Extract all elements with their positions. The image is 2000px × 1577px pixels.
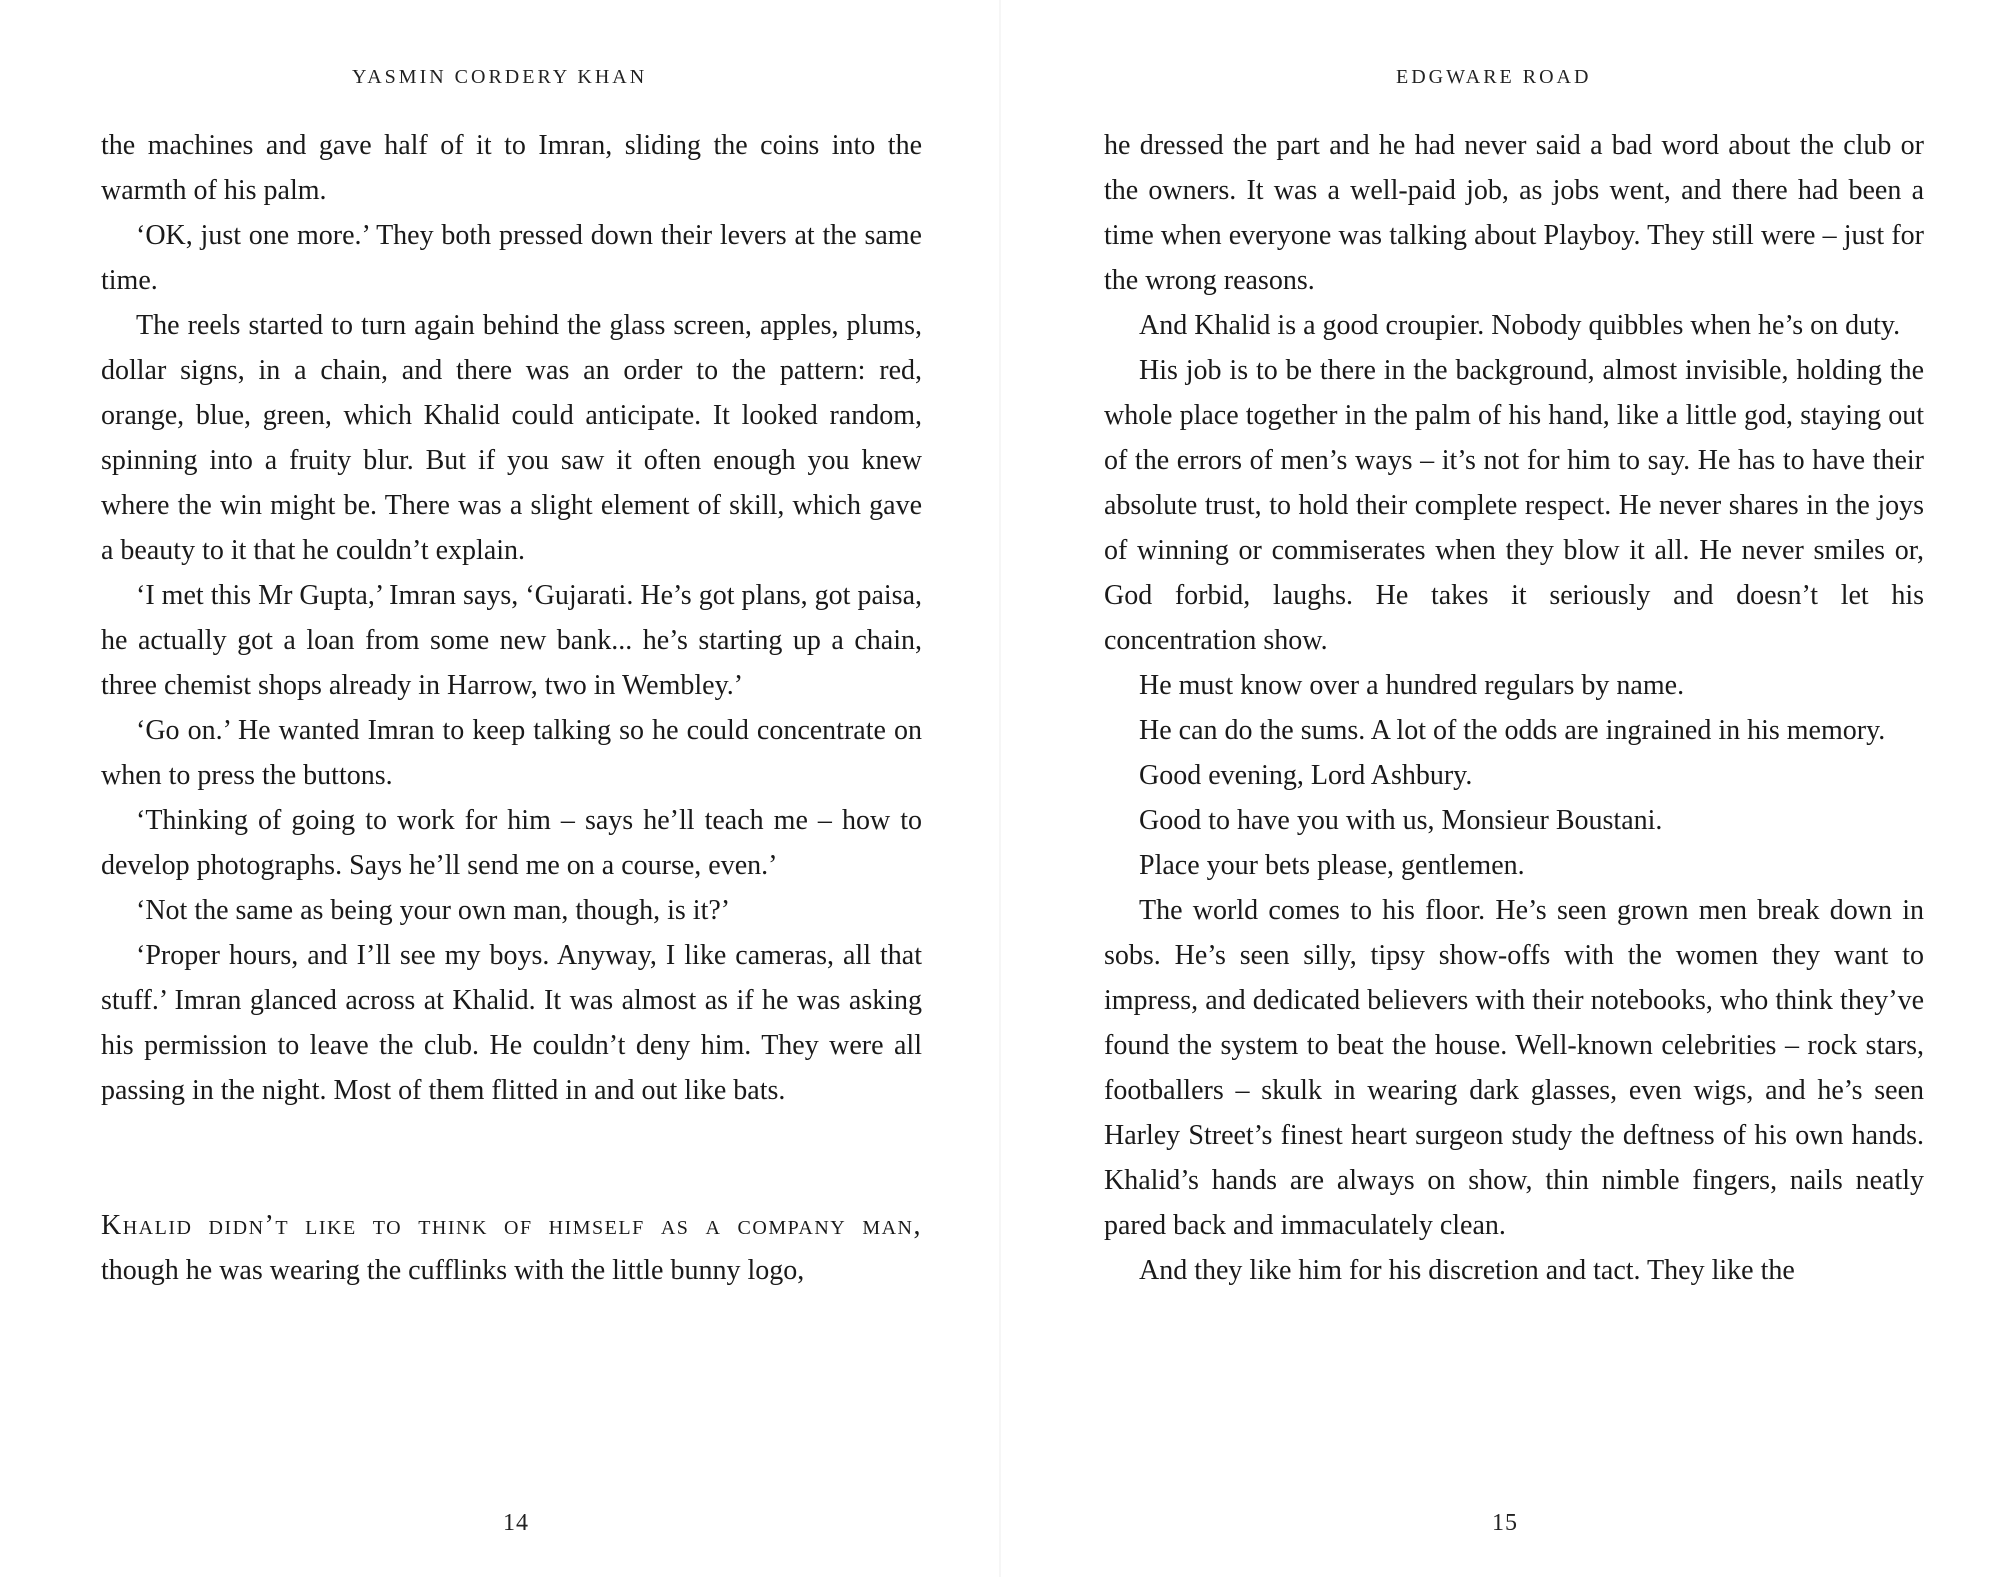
paragraph: He can do the sums. A lot of the odds are ingrained in his memory.: [1139, 715, 1886, 746]
paragraph: His job is to be there in the background, almost invisible, holding the whole place together in the palm of his hand, like a little god, staying out of the errors of men’s ways – it’s not for him to say. He has to have their absolute trust, to hold their complete respect. He never shares in the joys of winning or commiserates when they blow it all. He never smiles or, God forbid, laughs. He takes it seriously and doesn’t let his concentration show.: [1104, 355, 1924, 656]
paragraph: ‘Not the same as being your own man, though, is it?’: [136, 895, 731, 926]
paragraph: ‘OK, just one more.’ They both pressed down their levers at the same time.: [101, 220, 922, 296]
paragraph: ‘I met this Mr Gupta,’ Imran says, ‘Gujarati. He’s got plans, got paisa, he actually got a loan from some new bank... he’s starting up a chain, three chemist shops already in Harrow, two in Wembley.’: [101, 580, 922, 701]
paragraph: The reels started to turn again behind the glass screen, apples, plums, dollar signs, in a chain, and there was an order to the pattern: red, orange, blue, green, which Khalid could anticipate. It looked random, spinning into a fruity blur. But if you saw it often enough you knew where the win might be. There was a slight element of skill, which gave a beauty to it that he couldn’t explain.: [101, 310, 922, 566]
running-head-author: YASMIN CORDERY KHAN: [352, 66, 648, 88]
page-number: 15: [1492, 1510, 1518, 1536]
paragraph: he dressed the part and he had never said a bad word about the club or the owners. It was a well-paid job, as jobs went, and there had been a time when everyone was talking about Playboy. They still were – just for the wrong reasons.: [1104, 130, 1924, 296]
section-opening-text: though he was wearing the cufflinks with the little bunny logo,: [101, 1255, 805, 1286]
paragraph: And they like him for his discretion and tact. They like the: [1139, 1255, 1795, 1286]
right-page: [1000, 0, 2000, 1577]
paragraph: Good to have you with us, Monsieur Boustani.: [1139, 805, 1663, 836]
paragraph: ‘Go on.’ He wanted Imran to keep talking so he could concentrate on when to press the buttons.: [101, 715, 922, 791]
paragraph: ‘Proper hours, and I’ll see my boys. Anyway, I like cameras, all that stuff.’ Imran glanced across at Khalid. It was almost as if he was asking his permission to leave the club. He couldn’t deny him. They were all passing in the night. Most of them flitted in and out like bats.: [101, 940, 922, 1106]
small-caps-lead: Khalid didn’t like to think of himself as a company man,: [101, 1210, 922, 1241]
paragraph: He must know over a hundred regulars by name.: [1139, 670, 1685, 701]
paragraph: ‘Thinking of going to work for him – says he’ll teach me – how to develop photographs. Says he’ll send me on a course, even.’: [101, 805, 922, 881]
page-number: 14: [503, 1510, 529, 1536]
left-text-block: [101, 123, 922, 1293]
running-head-title: EDGWARE ROAD: [1396, 66, 1592, 88]
right-text-block: [1104, 123, 1924, 1293]
paragraph: Place your bets please, gentlemen.: [1139, 850, 1525, 881]
paragraph: the machines and gave half of it to Imran, sliding the coins into the warmth of his palm.: [101, 130, 922, 206]
paragraph: Good evening, Lord Ashbury.: [1139, 760, 1473, 791]
paragraph: The world comes to his floor. He’s seen grown men break down in sobs. He’s seen silly, tipsy show-offs with the women they want to impress, and dedicated believers with their notebooks, who think they’ve found the system to beat the house. Well-known celebrities – rock stars, footballers – skulk in wearing dark glasses, even wigs, and he’s seen Harley Street’s finest heart surgeon study the deftness of his own hands. Khalid’s hands are always on show, thin nimble fingers, nails neatly pared back and immaculately clean.: [1104, 895, 1924, 1241]
section-break: [101, 1113, 922, 1203]
paragraph: And Khalid is a good croupier. Nobody quibbles when he’s on duty.: [1139, 310, 1901, 341]
section-opening-paragraph: [101, 1203, 922, 1293]
